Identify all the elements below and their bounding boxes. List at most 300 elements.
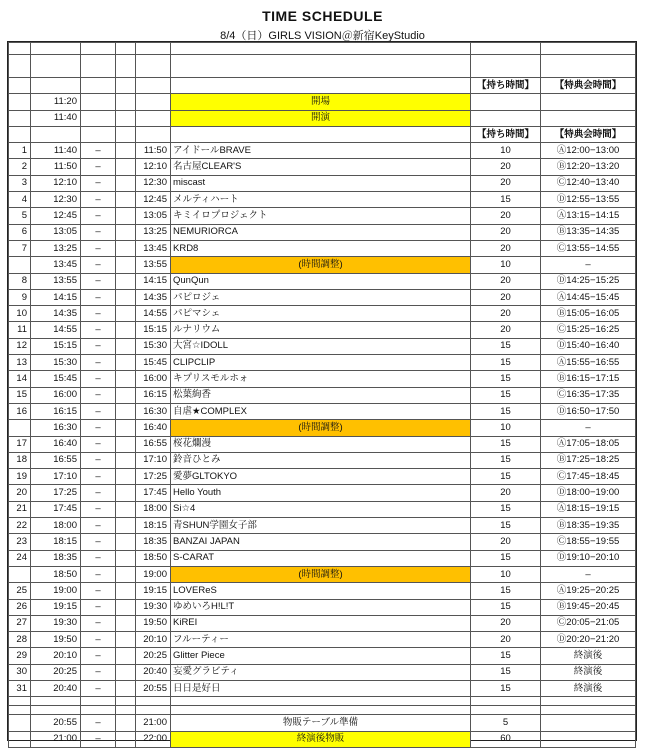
benefit-time: Ⓐ15:55−16:55 [541,355,636,371]
start-time: 17:25 [31,485,81,501]
spacer-cell [116,599,136,615]
slot-number: 28 [9,632,31,648]
performance-row [9,208,636,224]
performance-row [9,159,636,175]
start-time: 18:00 [31,518,81,534]
performer-name: KRD8 [171,240,471,256]
dash: – [81,403,116,419]
end-time: 16:30 [136,403,171,419]
event-time: 11:20 [31,94,81,110]
spacer-cell [81,55,116,78]
end-time: 20:10 [136,632,171,648]
end-time: 11:50 [136,143,171,159]
spacer-cell [9,706,31,715]
dash: – [81,355,116,371]
performance-row [9,501,636,517]
benefit-time: Ⓓ15:40−16:40 [541,338,636,354]
spacer-cell [541,55,636,78]
spacer-cell [471,697,541,706]
slot-number [9,420,31,436]
end-time: 13:25 [136,224,171,240]
duration: 20 [471,208,541,224]
spacer-cell [116,78,136,94]
benefit-time: Ⓑ19:45−20:45 [541,599,636,615]
spacer-cell [471,110,541,126]
dash: – [81,485,116,501]
start-time: 14:15 [31,289,81,305]
end-time: 12:45 [136,192,171,208]
benefit-time: Ⓑ16:15−17:15 [541,371,636,387]
benefit-time: – [541,257,636,273]
duration: 10 [471,420,541,436]
end-time: 19:15 [136,583,171,599]
duration: 15 [471,664,541,680]
gap-row [9,706,636,715]
end-time: 16:55 [136,436,171,452]
start-time: 16:55 [31,452,81,468]
spacer-cell [116,403,136,419]
performer-name: LOVEReS [171,583,471,599]
dash: – [81,208,116,224]
spacer-cell [116,371,136,387]
start-time: 11:50 [31,159,81,175]
performance-row [9,289,636,305]
end-time: 17:25 [136,469,171,485]
dash: – [81,632,116,648]
performance-row [9,632,636,648]
benefit-header: 【特典会時間】 [541,78,636,94]
start-time: 21:00 [31,731,81,747]
start-time: 18:35 [31,550,81,566]
spacer-cell [116,224,136,240]
start-time: 17:10 [31,469,81,485]
spacer-cell [136,110,171,126]
spacer-cell [116,715,136,731]
spacer-cell [116,355,136,371]
duration: 20 [471,224,541,240]
dash: – [81,518,116,534]
spacer-cell [9,126,31,142]
performance-row [9,240,636,256]
benefit-time: Ⓓ16:50−17:50 [541,403,636,419]
benefit-time: Ⓐ18:15−19:15 [541,501,636,517]
slot-number: 17 [9,436,31,452]
performance-row [9,452,636,468]
performance-row [9,615,636,631]
end-time: 15:45 [136,355,171,371]
duration: 15 [471,501,541,517]
slot-number: 14 [9,371,31,387]
spacer-cell [31,55,81,78]
gap-row [9,697,636,706]
duration: 10 [471,257,541,273]
performance-row [9,599,636,615]
spacer-cell [81,697,116,706]
benefit-time: Ⓐ13:15−14:15 [541,208,636,224]
spacer-cell [136,706,171,715]
dash: – [81,648,116,664]
dash: – [81,715,116,731]
spacer-cell [136,697,171,706]
spacer-cell [116,159,136,175]
performance-row [9,436,636,452]
start-time: 15:30 [31,355,81,371]
start-time: 15:45 [31,371,81,387]
end-time: 18:35 [136,534,171,550]
spacer-cell [116,208,136,224]
slot-number: 27 [9,615,31,631]
spacer-cell [116,240,136,256]
performer-name: 松葉絢香 [171,387,471,403]
start-time: 13:25 [31,240,81,256]
performer-name: フルーティー [171,632,471,648]
start-time: 20:10 [31,648,81,664]
performer-name: キプリスモルホォ [171,371,471,387]
adjustment-row [9,566,636,582]
start-time: 13:45 [31,257,81,273]
duration: 15 [471,550,541,566]
duration: 20 [471,534,541,550]
benefit-time: Ⓑ13:35−14:35 [541,224,636,240]
slot-number: 18 [9,452,31,468]
slot-number [9,566,31,582]
end-time: 21:00 [136,715,171,731]
duration-header: 【持ち時間】 [471,126,541,142]
duration: 15 [471,436,541,452]
spacer-cell [116,501,136,517]
page-title: TIME SCHEDULE [262,8,383,24]
performance-row [9,485,636,501]
slot-number: 3 [9,175,31,191]
spacer-cell [31,706,81,715]
benefit-time: Ⓐ12:00−13:00 [541,143,636,159]
dash: – [81,306,116,322]
duration: 20 [471,240,541,256]
benefit-time: Ⓑ18:35−19:35 [541,518,636,534]
start-time: 12:30 [31,192,81,208]
slot-number: 9 [9,289,31,305]
slot-number: 4 [9,192,31,208]
spacer-cell [116,273,136,289]
spacer-cell [116,615,136,631]
performer-name: ゆめいろH!L!T [171,599,471,615]
spacer-cell [9,55,31,78]
performer-name: キミイロプロジェクト [171,208,471,224]
event-name: 開演 [171,110,471,126]
schedule-table [8,42,636,748]
benefit-time: Ⓓ19:10−20:10 [541,550,636,566]
post-event-row [9,731,636,747]
duration: 10 [471,566,541,582]
end-time: 16:00 [136,371,171,387]
spacer-cell [9,43,31,55]
dash: – [81,240,116,256]
spacer-cell [31,126,81,142]
start-time: 16:15 [31,403,81,419]
duration: 20 [471,322,541,338]
benefit-time: Ⓓ20:20−21:20 [541,632,636,648]
dash: – [81,175,116,191]
header-row [9,78,636,94]
spacer-cell [116,485,136,501]
performance-row [9,664,636,680]
performer-name: BANZAI JAPAN [171,534,471,550]
duration-header: 【持ち時間】 [471,78,541,94]
spacer-cell [116,697,136,706]
duration: 15 [471,338,541,354]
performer-name: CLIPCLIP [171,355,471,371]
end-time: 19:30 [136,599,171,615]
end-time: 22:00 [136,731,171,747]
performer-name: 名古屋CLEAR'S [171,159,471,175]
spacer-cell [116,143,136,159]
duration: 15 [471,192,541,208]
duration: 15 [471,648,541,664]
start-time: 16:40 [31,436,81,452]
performer-name: 妄愛グラビティ [171,664,471,680]
duration: 15 [471,599,541,615]
start-time: 20:55 [31,715,81,731]
performer-name: Hello Youth [171,485,471,501]
duration: 20 [471,632,541,648]
slot-number: 31 [9,680,31,696]
pre-event-row [9,110,636,126]
benefit-time: Ⓐ14:45−15:45 [541,289,636,305]
performance-row [9,192,636,208]
spacer-cell [116,436,136,452]
spacer-cell [81,126,116,142]
spacer-cell [116,469,136,485]
start-time: 18:15 [31,534,81,550]
duration: 20 [471,485,541,501]
start-time: 19:30 [31,615,81,631]
dash: – [81,566,116,582]
spacer-cell [541,110,636,126]
spacer-cell [116,322,136,338]
end-time: 19:50 [136,615,171,631]
performer-name: 大宮☆IDOLL [171,338,471,354]
benefit-time: Ⓑ17:25−18:25 [541,452,636,468]
performer-name: miscast [171,175,471,191]
end-time: 20:25 [136,648,171,664]
dash: – [81,583,116,599]
pre-event-row [9,94,636,110]
slot-number: 5 [9,208,31,224]
performance-row [9,469,636,485]
spacer-cell [116,664,136,680]
start-time: 20:25 [31,664,81,680]
performance-row [9,143,636,159]
adjustment-label: (時間調整) [171,257,471,273]
performance-row [9,583,636,599]
dash: – [81,192,116,208]
slot-number: 16 [9,403,31,419]
spacer-cell [541,94,636,110]
page-subtitle: 8/4（日）GIRLS VISION＠新宿KeyStudio [220,30,425,42]
end-time: 20:55 [136,680,171,696]
spacer-cell [471,55,541,78]
spacer-cell [541,731,636,747]
performance-row [9,518,636,534]
performer-name: メルティハート [171,192,471,208]
blank-row [9,55,636,78]
performer-name: S-CARAT [171,550,471,566]
dash: – [81,387,116,403]
spacer-cell [171,126,471,142]
dash: – [81,224,116,240]
dash: – [81,159,116,175]
slot-number: 12 [9,338,31,354]
duration: 15 [471,583,541,599]
spacer-cell [471,94,541,110]
performance-row [9,403,636,419]
end-time: 14:35 [136,289,171,305]
benefit-time: Ⓒ20:05−21:05 [541,615,636,631]
benefit-header: 【特典会時間】 [541,126,636,142]
event-name: 開場 [171,94,471,110]
start-time: 16:30 [31,420,81,436]
spacer-cell [81,43,116,55]
end-time: 16:15 [136,387,171,403]
spacer-cell [136,126,171,142]
dash: – [81,469,116,485]
spacer-cell [171,43,471,55]
spacer-cell [116,126,136,142]
spacer-cell [136,55,171,78]
performer-name: アイドールBRAVE [171,143,471,159]
dash: – [81,599,116,615]
spacer-cell [9,78,31,94]
slot-number: 2 [9,159,31,175]
benefit-time: 終演後 [541,680,636,696]
slot-number: 11 [9,322,31,338]
duration: 15 [471,680,541,696]
performer-name: 鈴音ひとみ [171,452,471,468]
spacer-cell [116,257,136,273]
top-spacer-row [9,43,636,55]
duration: 15 [471,469,541,485]
duration: 15 [471,452,541,468]
performer-name: QunQun [171,273,471,289]
post-event-name: 物販テーブル準備 [171,715,471,731]
spacer-cell [116,110,136,126]
benefit-time: Ⓒ15:25−16:25 [541,322,636,338]
performer-name: NEMURIORCA [171,224,471,240]
benefit-time: – [541,420,636,436]
spacer-cell [171,706,471,715]
start-time: 18:50 [31,566,81,582]
slot-number: 20 [9,485,31,501]
spacer-cell [541,43,636,55]
slot-number: 30 [9,664,31,680]
dash: – [81,664,116,680]
end-time: 12:30 [136,175,171,191]
performer-name: 自虐★COMPLEX [171,403,471,419]
performance-row [9,175,636,191]
benefit-time: Ⓐ17:05−18:05 [541,436,636,452]
benefit-time: 終演後 [541,664,636,680]
performer-name: KiREI [171,615,471,631]
start-time: 16:00 [31,387,81,403]
dash: – [81,615,116,631]
spacer-cell [541,697,636,706]
spacer-cell [471,43,541,55]
spacer-cell [116,566,136,582]
duration: 20 [471,289,541,305]
performance-row [9,550,636,566]
performer-name: 桜花爛漫 [171,436,471,452]
spacer-cell [541,706,636,715]
start-time: 19:50 [31,632,81,648]
benefit-time: Ⓓ14:25−15:25 [541,273,636,289]
start-time: 17:45 [31,501,81,517]
end-time: 18:00 [136,501,171,517]
duration: 15 [471,371,541,387]
spacer-cell [81,110,116,126]
slot-number: 1 [9,143,31,159]
spacer-cell [81,706,116,715]
spacer-cell [116,518,136,534]
spacer-cell [31,697,81,706]
adjustment-label: (時間調整) [171,566,471,582]
end-time: 17:10 [136,452,171,468]
spacer-cell [9,94,31,110]
start-time: 11:40 [31,143,81,159]
slot-number: 13 [9,355,31,371]
spacer-cell [171,697,471,706]
performance-row [9,306,636,322]
slot-number: 21 [9,501,31,517]
benefit-time: Ⓓ18:00−19:00 [541,485,636,501]
dash: – [81,501,116,517]
performer-name: 日日是好日 [171,680,471,696]
spacer-cell [116,550,136,566]
benefit-time: Ⓒ13:55−14:55 [541,240,636,256]
spacer-cell [9,731,31,747]
performance-row [9,648,636,664]
duration: 20 [471,175,541,191]
dash: – [81,338,116,354]
spacer-cell [116,680,136,696]
spacer-cell [471,706,541,715]
benefit-time: Ⓒ18:55−19:55 [541,534,636,550]
post-event-row [9,715,636,731]
spacer-cell [116,632,136,648]
spacer-cell [116,731,136,747]
adjustment-label: (時間調整) [171,420,471,436]
spacer-cell [116,387,136,403]
spacer-cell [31,78,81,94]
spacer-cell [9,110,31,126]
spacer-cell [116,43,136,55]
dash: – [81,273,116,289]
spacer-cell [136,78,171,94]
duration: 60 [471,731,541,747]
slot-number: 7 [9,240,31,256]
duration: 20 [471,159,541,175]
performer-name: 愛夢GLTOKYO [171,469,471,485]
spacer-cell [136,43,171,55]
spacer-cell [9,715,31,731]
benefit-time: 終演後 [541,648,636,664]
end-time: 14:15 [136,273,171,289]
end-time: 13:45 [136,240,171,256]
dash: – [81,550,116,566]
end-time: 16:40 [136,420,171,436]
event-time: 11:40 [31,110,81,126]
duration: 15 [471,387,541,403]
spacer-cell [116,706,136,715]
